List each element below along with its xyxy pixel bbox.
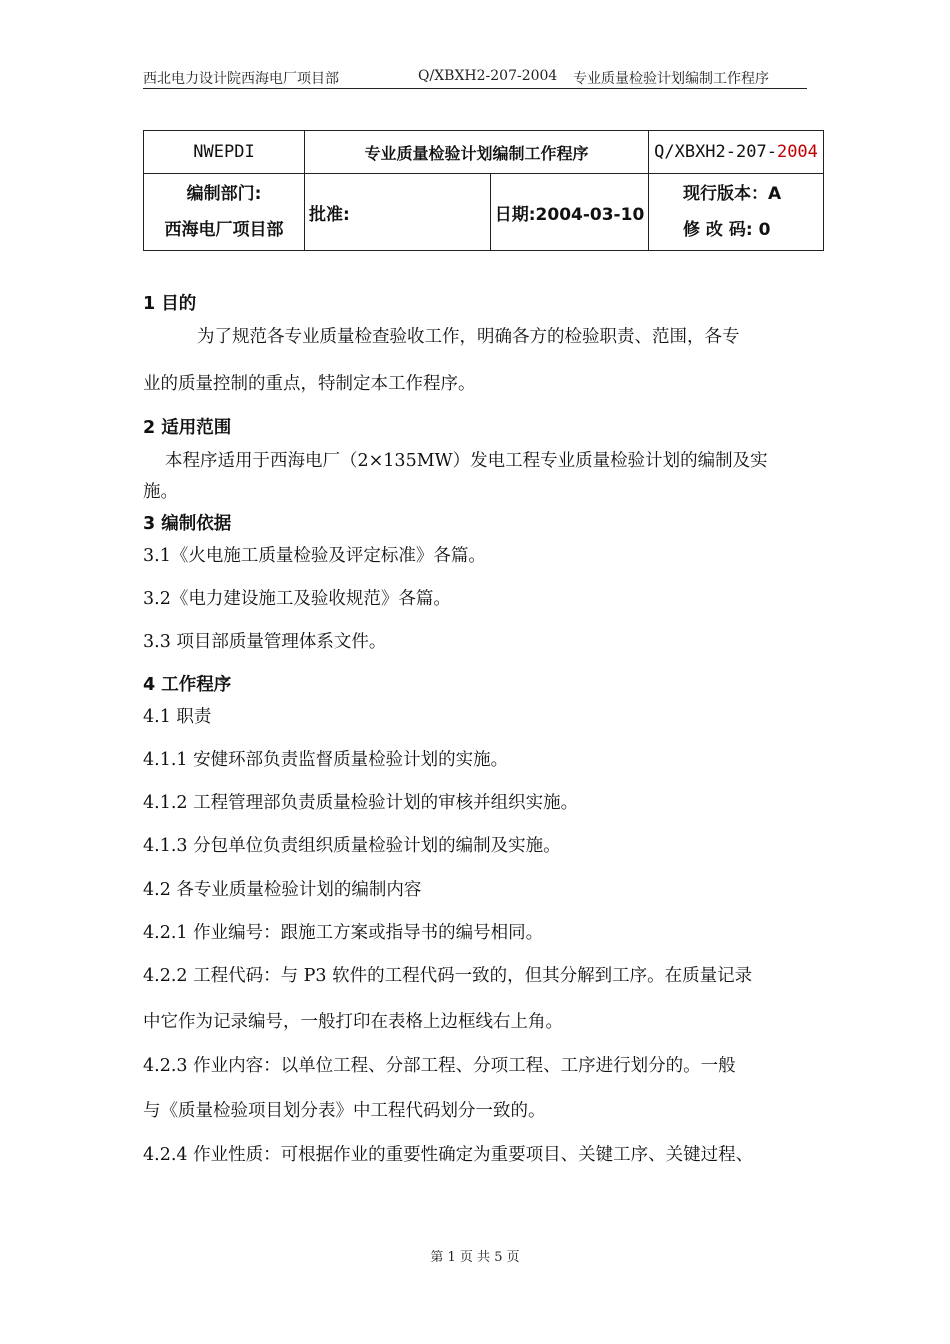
section-4-2-4-line1: 4.2.4 作业性质：可根据作业的重要性确定为重要项目、关键工序、关键过程、: [143, 1145, 754, 1165]
section-4-1-3: 4.1.3 分包单位负责组织质量检验计划的编制及实施。: [143, 836, 561, 856]
dept-label: 编制部门:: [186, 184, 262, 204]
section-3-title: 3 编制依据: [143, 514, 232, 534]
section-3-1: 3.1《火电施工质量检验及评定标准》各篇。: [143, 546, 486, 566]
section-4-2-3-line2: 与《质量检验项目划分表》中工程代码划分一致的。: [143, 1101, 546, 1121]
date-cell: 日期:2004-03-10: [491, 174, 649, 251]
doc-code-prefix: Q/XBXH2-207-: [654, 142, 777, 162]
section-2-title: 2 适用范围: [143, 418, 232, 438]
header-title: 专业质量检验计划编制工作程序: [573, 71, 769, 87]
version-cell: [649, 174, 824, 251]
section-1-title: 1 目的: [143, 294, 197, 314]
doc-code-cell: [649, 131, 824, 174]
section-4-1-2: 4.1.2 工程管理部负责质量检验计划的审核并组织实施。: [143, 793, 579, 813]
section-3-2: 3.2《电力建设施工及验收规范》各篇。: [143, 589, 451, 609]
org-abbr-cell: NWEPDI: [144, 131, 305, 174]
dept-value: 西海电厂项目部: [164, 220, 284, 240]
revision-label: 修 改 码: 0: [683, 220, 771, 240]
section-4-title: 4 工作程序: [143, 675, 232, 695]
section-1-paragraph-line2: 业的质量控制的重点，特制定本工作程序。: [143, 374, 476, 394]
section-4-2-2-line1: 4.2.2 工程代码：与 P3 软件的工程代码一致的，但其分解到工序。在质量记录: [143, 966, 753, 986]
section-4-2-3-line1: 4.2.3 作业内容：以单位工程、分部工程、分项工程、工序进行划分的。一般: [143, 1056, 736, 1076]
version-label: 现行版本：A: [683, 184, 782, 204]
doc-code-year: 2004: [776, 142, 818, 162]
page-footer: 第 1 页 共 5 页: [430, 1250, 520, 1265]
dept-cell: [144, 174, 305, 251]
section-4-2-2-line2: 中它作为记录编号，一般打印在表格上边框线右上角。: [143, 1012, 563, 1032]
doc-title-cell: 专业质量检验计划编制工作程序: [305, 131, 649, 174]
section-4-2: 4.2 各专业质量检验计划的编制内容: [143, 880, 422, 900]
section-4-2-1: 4.2.1 作业编号：跟施工方案或指导书的编号相同。: [143, 923, 544, 943]
section-2-paragraph-line2: 施。: [143, 482, 178, 502]
document-meta-table: [143, 130, 824, 251]
header-org: 西北电力设计院西海电厂项目部: [143, 71, 339, 87]
approve-cell: 批准:: [305, 174, 491, 251]
page-header: [143, 66, 807, 89]
header-code: Q/XBXH2-207-2004: [418, 68, 558, 84]
section-3-3: 3.3 项目部质量管理体系文件。: [143, 632, 387, 652]
section-4-1-1: 4.1.1 安健环部负责监督质量检验计划的实施。: [143, 750, 509, 770]
section-2-paragraph-line1: 本程序适用于西海电厂（2×135MW）发电工程专业质量检验计划的编制及实: [165, 451, 768, 471]
section-1-paragraph-line1: 为了规范各专业质量检查验收工作，明确各方的检验职责、范围，各专: [197, 327, 740, 347]
section-4-1: 4.1 职责: [143, 707, 212, 727]
